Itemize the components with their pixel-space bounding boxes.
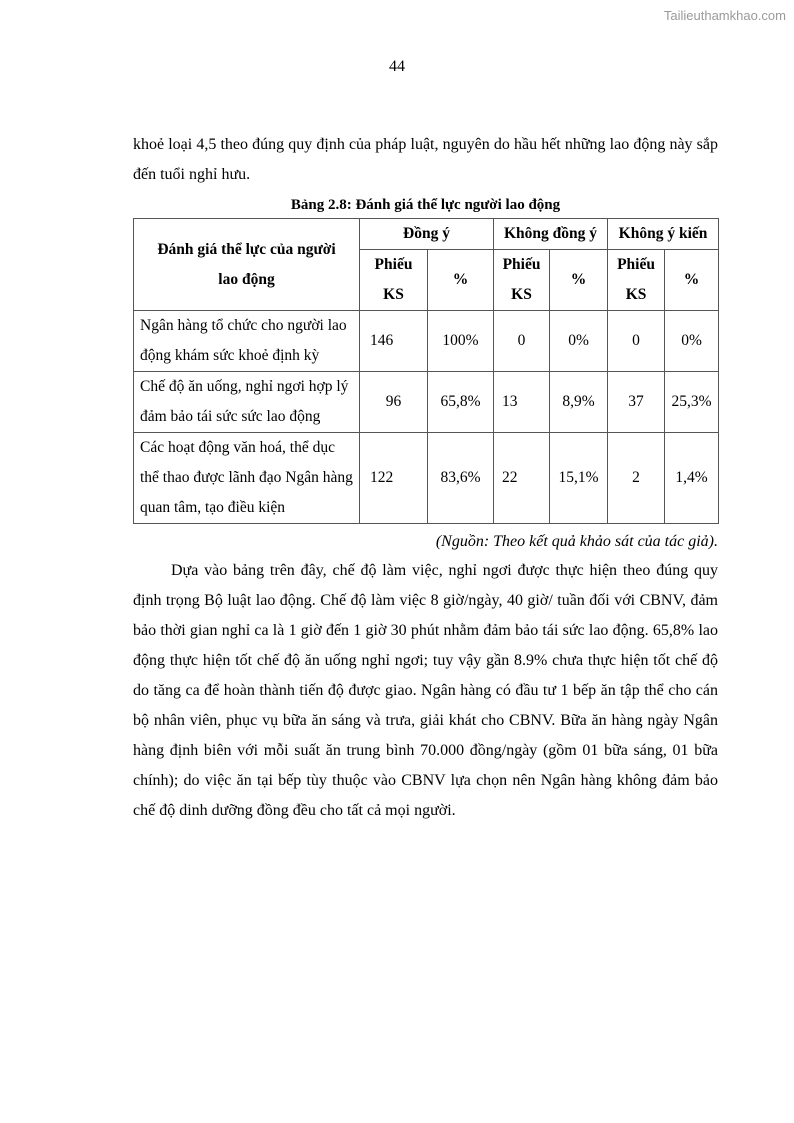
subheader-neutral-count: Phiếu KS (608, 250, 665, 311)
table-caption: Bảng 2.8: Đánh giá thể lực người lao động (290, 197, 561, 213)
row-neutral-percent: 25,3% (665, 372, 719, 433)
row-neutral-percent: 0% (665, 311, 719, 372)
page-number: 44 (389, 58, 405, 75)
row-agree-count: 146 (360, 311, 428, 372)
row-agree-count: 122 (360, 433, 428, 524)
row-disagree-percent: 0% (550, 311, 608, 372)
table-row (134, 372, 719, 433)
row-agree-percent: 100% (428, 311, 494, 372)
subheader-disagree-count: Phiếu KS (494, 250, 550, 311)
header-neutral: Không ý kiến (608, 219, 719, 250)
row-neutral-count: 0 (608, 311, 665, 372)
subheader-disagree-percent: % (550, 250, 608, 311)
row-criterion: Ngân hàng tổ chức cho người lao động khám sức khoẻ định kỳ (134, 311, 360, 372)
survey-table (133, 218, 719, 524)
watermark-text: Tailieuthamkhao.com (663, 8, 786, 23)
table-source: (Nguồn: Theo kết quả khảo sát của tác giả). (435, 533, 718, 550)
row-agree-percent: 65,8% (428, 372, 494, 433)
row-agree-percent: 83,6% (428, 433, 494, 524)
row-neutral-count: 37 (608, 372, 665, 433)
page-content (133, 130, 718, 826)
row-disagree-count: 13 (494, 372, 550, 433)
header-criterion: Đánh giá thể lực của người lao động (134, 219, 360, 311)
header-agree: Đồng ý (360, 219, 494, 250)
table-header-row (134, 219, 719, 250)
row-disagree-percent: 15,1% (550, 433, 608, 524)
row-disagree-count: 22 (494, 433, 550, 524)
row-criterion: Các hoạt động văn hoá, thể dục thể thao được lãnh đạo Ngân hàng quan tâm, tạo điều kiện (134, 433, 360, 524)
row-agree-count: 96 (360, 372, 428, 433)
row-neutral-percent: 1,4% (665, 433, 719, 524)
table-row (134, 433, 719, 524)
intro-paragraph: khoẻ loại 4,5 theo đúng quy định của pháp luật, nguyên do hầu hết những lao động này sắp đến tuổi nghỉ hưu. (133, 136, 718, 183)
subheader-agree-percent: % (428, 250, 494, 311)
row-disagree-percent: 8,9% (550, 372, 608, 433)
row-neutral-count: 2 (608, 433, 665, 524)
subheader-neutral-percent: % (665, 250, 719, 311)
subheader-agree-count: Phiếu KS (360, 250, 428, 311)
body-paragraph: Dựa vào bảng trên đây, chế độ làm việc, nghỉ ngơi được thực hiện theo đúng quy định trọng Bộ luật lao động. Chế độ làm việc 8 giờ/ngày, 40 giờ/ tuần đối với CBNV, đảm bảo thời gian nghỉ ca là 1 giờ đến 1 giờ 30 phút nhằm đảm bảo tái sức lao động. 65,8% lao động thực hiện tốt chế độ ăn uống nghỉ ngơi; tuy vậy gần 8.9% chưa thực hiện tốt chế độ do tăng ca để hoàn thành tiến độ được giao. Ngân hàng có đầu tư 1 bếp ăn tập thể cho cán bộ nhân viên, phục vụ bữa ăn sáng và trưa, giải khát cho CBNV. Bữa ăn hàng ngày Ngân hàng định biên với mỗi suất ăn trung bình 70.000 đồng/ngày (gồm 01 bữa sáng, 01 bữa chính); do việc ăn tại bếp tùy thuộc vào CBNV lựa chọn nên Ngân hàng không đảm bảo chế độ dinh dưỡng đồng đều cho tất cả mọi người. (133, 562, 718, 819)
row-criterion: Chế độ ăn uống, nghỉ ngơi hợp lý đảm bảo tái sức sức lao động (134, 372, 360, 433)
row-disagree-count: 0 (494, 311, 550, 372)
header-disagree: Không đồng ý (494, 219, 608, 250)
table-row (134, 311, 719, 372)
